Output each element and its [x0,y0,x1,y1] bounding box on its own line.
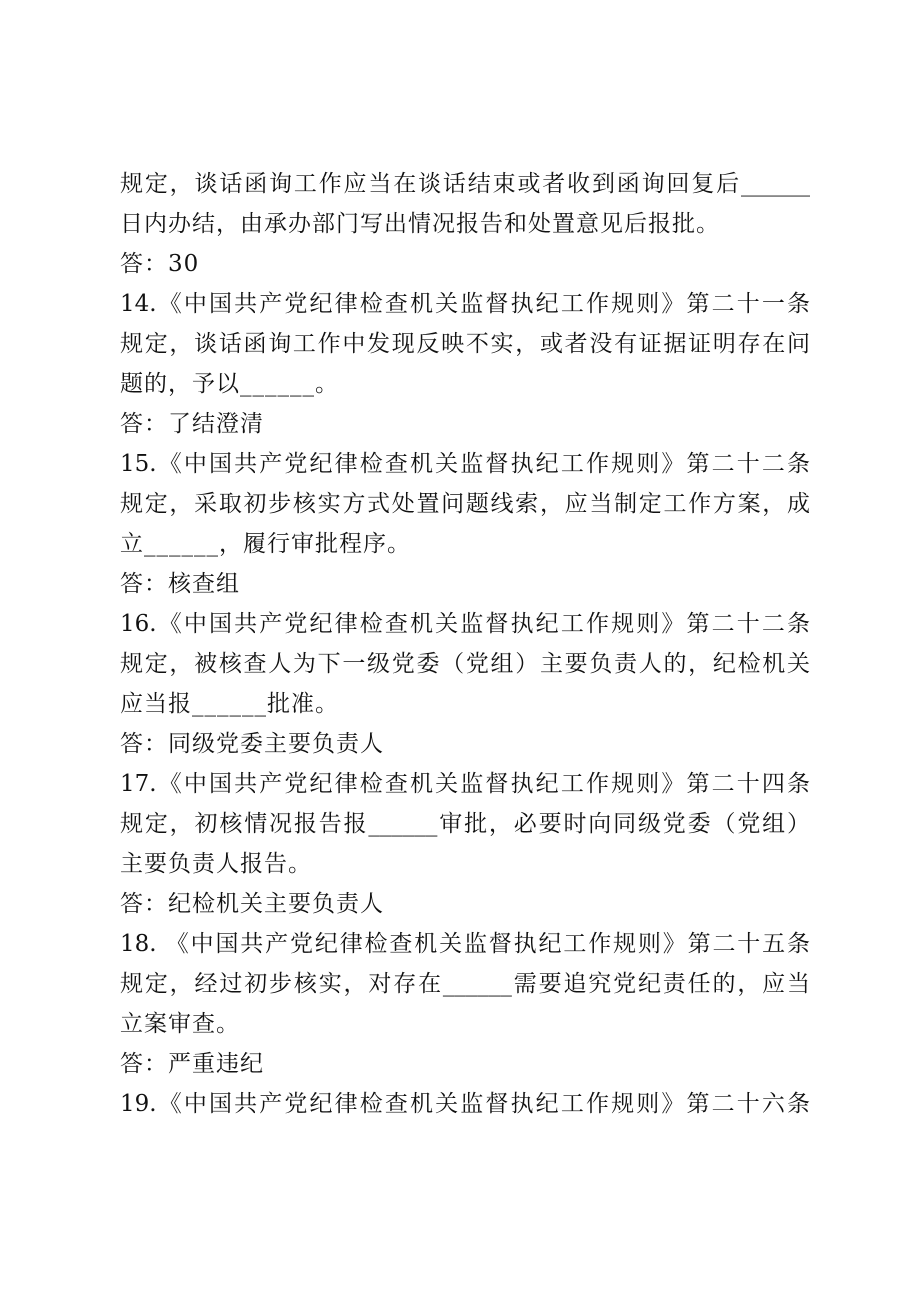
question-line: 18. 《中国共产党纪律检查机关监督执纪工作规则》第二十五条 [120,931,810,957]
text-line: 规定，采取初步核实方式处置问题线索，应当制定工作方案，成 [120,491,810,517]
text-line: 应当报______批准。 [120,691,339,717]
answer-line: 答：同级党委主要负责人 [120,731,384,757]
text-line: 主要负责人报告。 [120,851,312,877]
text-line: 日内办结，由承办部门写出情况报告和处置意见后报批。 [120,211,720,237]
answer-line: 答：核查组 [120,571,240,597]
answer-line: 答：纪检机关主要负责人 [120,891,384,917]
text-line: 立案审查。 [120,1011,240,1037]
answer-line: 答：30 [120,251,200,277]
question-line: 14.《中国共产党纪律检查机关监督执纪工作规则》第二十一条 [120,291,810,317]
answer-line: 答：了结澄清 [120,411,264,437]
text-line: 规定，经过初步核实，对存在______需要追究党纪责任的，应当 [120,971,810,997]
text-line: 规定，谈话函询工作应当在谈话结束或者收到函询回复后______ [120,171,810,197]
question-line: 16.《中国共产党纪律检查机关监督执纪工作规则》第二十二条 [120,611,810,637]
question-line: 19.《中国共产党纪律检查机关监督执纪工作规则》第二十六条 [120,1091,810,1117]
question-line: 15.《中国共产党纪律检查机关监督执纪工作规则》第二十二条 [120,451,810,477]
text-line: 规定，被核查人为下一级党委（党组）主要负责人的，纪检机关 [120,651,810,677]
text-line: 立______，履行审批程序。 [120,531,411,557]
answer-line: 答：严重违纪 [120,1051,264,1077]
text-line: 规定，谈话函询工作中发现反映不实，或者没有证据证明存在问 [120,331,810,357]
document-body [120,164,810,1124]
question-line: 17.《中国共产党纪律检查机关监督执纪工作规则》第二十四条 [120,771,810,797]
text-line: 规定，初核情况报告报______审批，必要时向同级党委（党组） [120,811,810,837]
text-line: 题的，予以______。 [120,371,339,397]
